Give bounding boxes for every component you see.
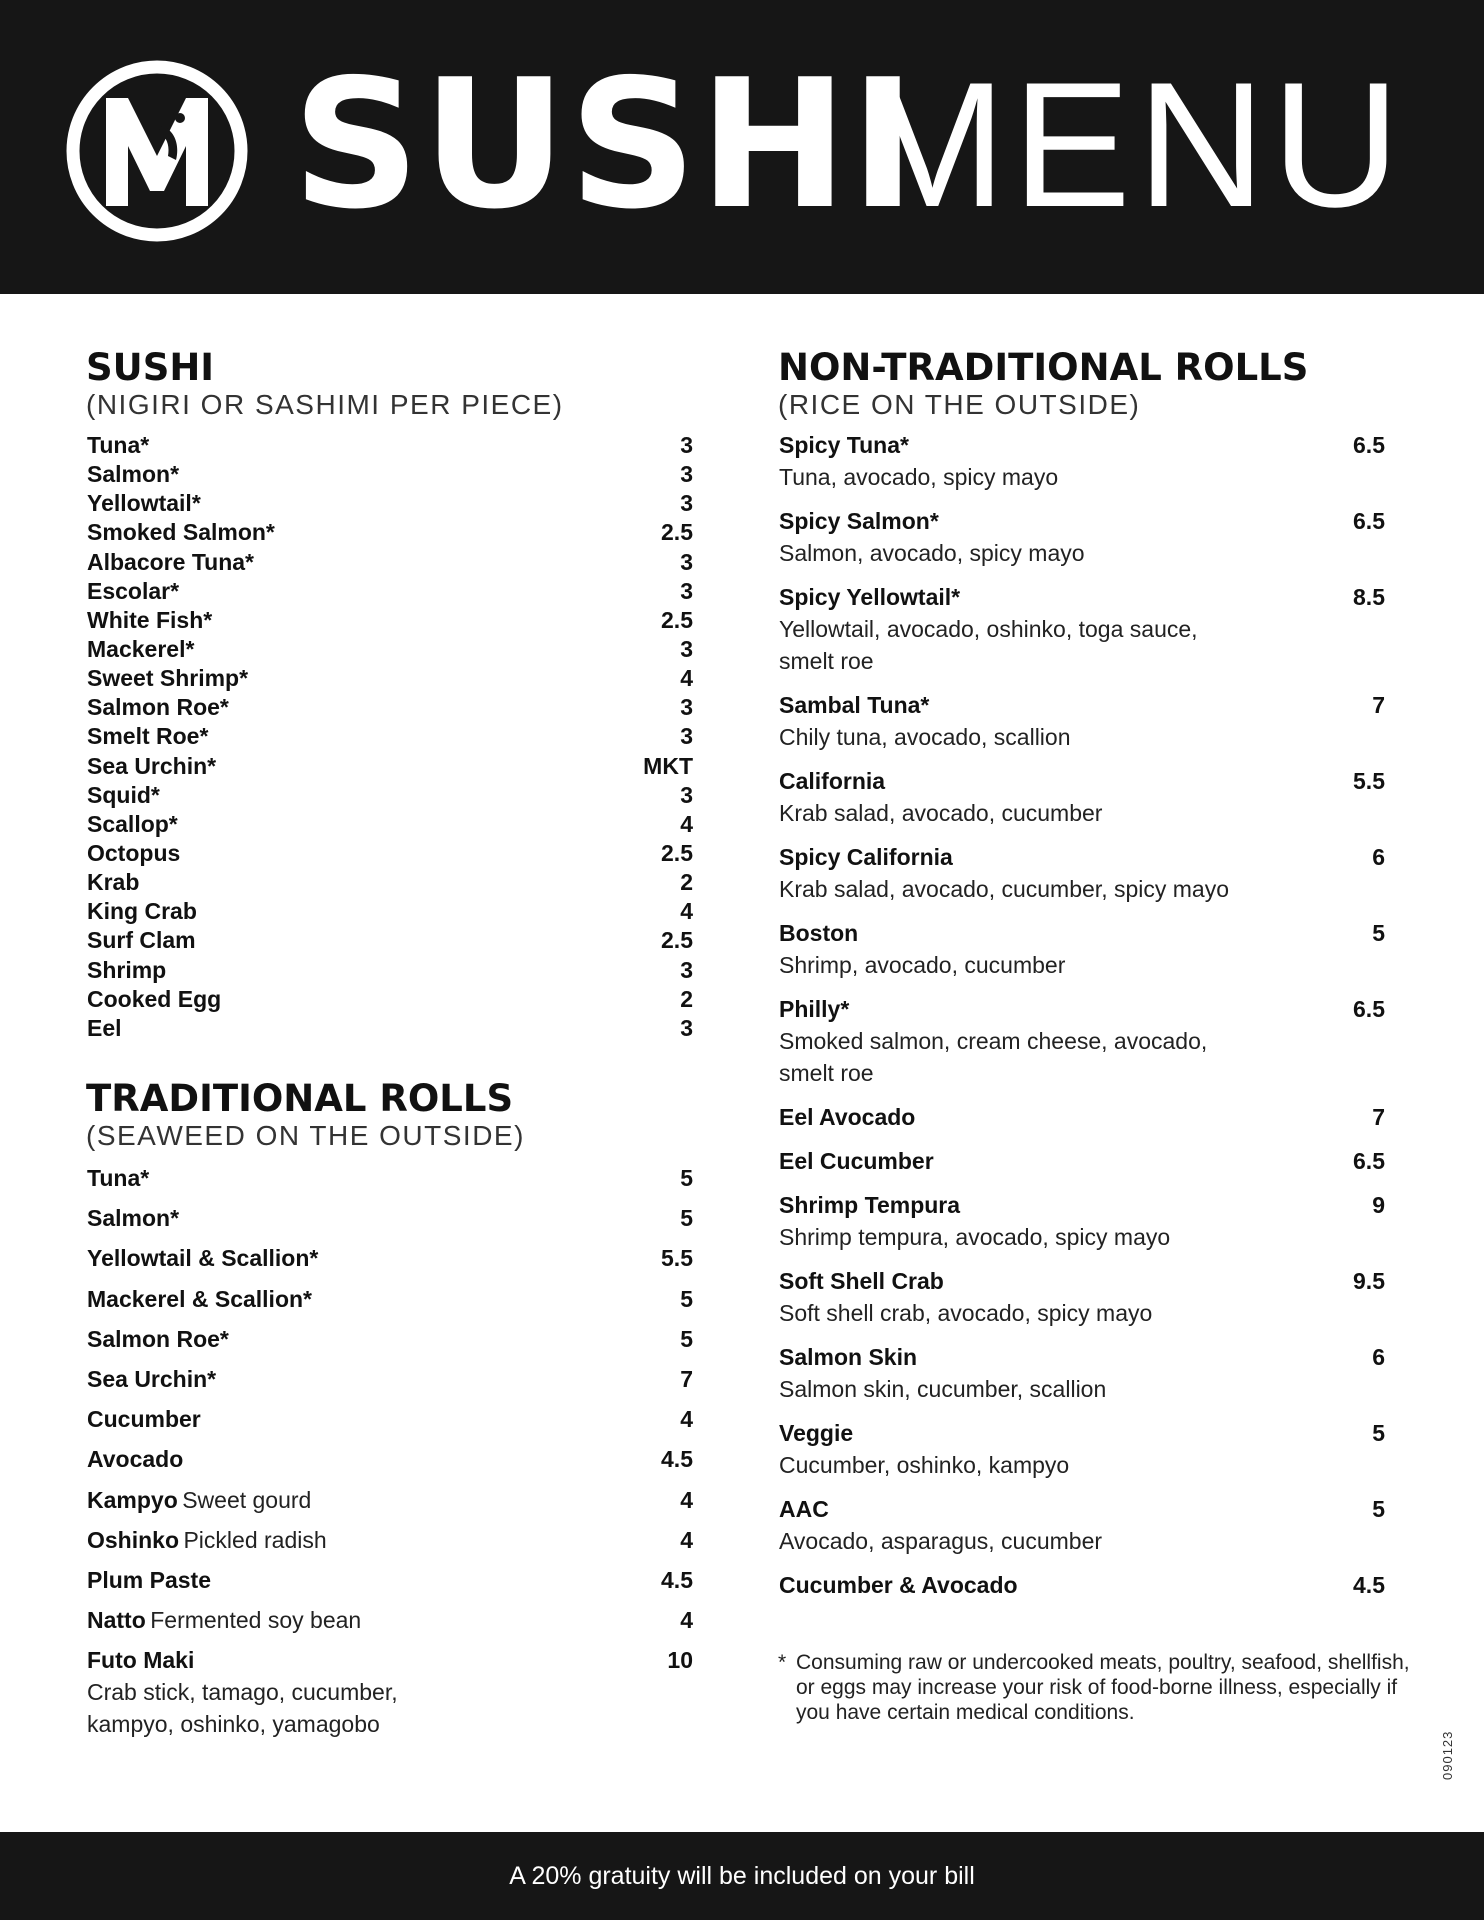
traditional-section-title: TRADITIONAL ROLLS <box>86 1077 514 1120</box>
item-header <box>779 843 1385 875</box>
item-name: Natto <box>87 1607 146 1634</box>
item-description-line <box>779 647 1385 679</box>
item-description: Soft shell crab, avocado, spicy mayo <box>779 1300 1153 1326</box>
gratuity-notice: A 20% gratuity will be included on your bill <box>509 1862 975 1890</box>
item-header <box>779 1191 1385 1223</box>
item-price: 3 <box>680 635 693 662</box>
nontraditional-item <box>779 1103 1385 1135</box>
item-name: Eel <box>87 1014 122 1041</box>
item-price: 2.5 <box>661 927 693 954</box>
nontraditional-item <box>779 1419 1385 1483</box>
footnote-star: * <box>778 1651 787 1674</box>
item-description: Shrimp tempura, avocado, spicy mayo <box>779 1224 1171 1250</box>
item-price: 7 <box>1372 692 1385 718</box>
item-description-line <box>779 1375 1385 1407</box>
item-price: 4 <box>680 1526 693 1553</box>
sushi-list <box>87 431 693 1043</box>
item-header <box>779 691 1385 723</box>
item-price: 4 <box>680 1607 693 1634</box>
item-name: AAC <box>779 1496 829 1522</box>
footnote-text: Consuming raw or undercooked meats, poultry, seafood, shellfish, or eggs may increase your risk of food-borne illness, especially if you have certain medical conditions. <box>796 1651 1410 1724</box>
traditional-item <box>87 1606 693 1646</box>
item-price: 4 <box>680 665 693 692</box>
item-name: Tuna* <box>87 432 150 458</box>
sushi-item <box>87 1014 693 1043</box>
sushi-item <box>87 810 693 839</box>
item-price: 4 <box>680 898 693 925</box>
item-price: 6.5 <box>1353 996 1385 1022</box>
item-name: Surf Clam <box>87 927 196 954</box>
nontraditional-item <box>779 583 1385 679</box>
sushi-item <box>87 956 693 985</box>
item-header <box>779 919 1385 951</box>
item-name: Cucumber & Avocado <box>779 1572 1018 1598</box>
item-description-line <box>779 723 1385 755</box>
item-name: Krab <box>87 869 140 896</box>
item-name: California <box>779 768 886 794</box>
item-name: Salmon Roe* <box>87 694 229 721</box>
item-name: Cooked Egg <box>87 985 222 1012</box>
item-price: 2.5 <box>661 839 693 866</box>
sushi-item <box>87 460 693 489</box>
item-name: Salmon Skin <box>779 1344 918 1370</box>
item-price: 7 <box>1372 1104 1385 1130</box>
nontraditional-item <box>779 691 1385 755</box>
item-name: Sambal Tuna* <box>779 692 930 718</box>
document-code: 090123 <box>1440 1730 1455 1780</box>
item-description: Salmon skin, cucumber, scallion <box>779 1376 1107 1402</box>
item-name: Salmon* <box>87 461 180 488</box>
m-logo-icon <box>62 56 252 246</box>
nontraditional-section-title: NON-TRADITIONAL ROLLS <box>778 346 1309 389</box>
nontraditional-item <box>779 843 1385 907</box>
item-name: Avocado <box>87 1446 184 1473</box>
item-description: Tuna, avocado, spicy mayo <box>779 464 1059 490</box>
sushi-item <box>87 635 693 664</box>
item-header <box>779 995 1385 1027</box>
traditional-item <box>87 1325 693 1365</box>
item-description-line <box>779 1299 1385 1331</box>
item-name: Escolar* <box>87 577 180 604</box>
item-name: Eel Cucumber <box>779 1148 934 1174</box>
item-description-line <box>779 1451 1385 1483</box>
sushi-item <box>87 489 693 518</box>
item-inline-description: Fermented soy bean <box>150 1607 362 1634</box>
sushi-item <box>87 839 693 868</box>
item-header <box>779 1571 1385 1603</box>
item-price: 3 <box>680 694 693 721</box>
item-price: 4 <box>680 1406 693 1433</box>
item-price: 9 <box>1372 1192 1385 1218</box>
item-name: Mackerel* <box>87 635 195 662</box>
item-description: Krab salad, avocado, cucumber <box>779 800 1103 826</box>
item-price: 3 <box>680 956 693 983</box>
item-price: 2.5 <box>661 606 693 633</box>
item-price: 5 <box>1372 1420 1385 1446</box>
item-name: Shrimp <box>87 956 167 983</box>
sushi-item <box>87 431 693 460</box>
item-name: Smelt Roe* <box>87 723 209 750</box>
item-name: Squid* <box>87 781 160 808</box>
item-price: 3 <box>680 490 693 517</box>
item-price: 9.5 <box>1353 1268 1385 1294</box>
sushi-item <box>87 664 693 693</box>
traditional-item <box>87 1445 693 1485</box>
nontraditional-item <box>779 1495 1385 1559</box>
item-description: Avocado, asparagus, cucumber <box>779 1528 1103 1554</box>
item-header <box>779 767 1385 799</box>
traditional-item <box>87 1285 693 1325</box>
item-name: Shrimp Tempura <box>779 1192 961 1218</box>
item-description: kampyo, oshinko, yamagobo <box>87 1711 380 1737</box>
item-price: 5.5 <box>1353 768 1385 794</box>
item-name: Salmon* <box>87 1205 180 1232</box>
item-price: 3 <box>680 723 693 750</box>
sushi-item <box>87 985 693 1014</box>
item-price: 6 <box>1372 844 1385 870</box>
item-name: Philly* <box>779 996 850 1022</box>
item-name: Sea Urchin* <box>87 1365 217 1392</box>
item-name: Mackerel & Scallion* <box>87 1285 312 1312</box>
sushi-item <box>87 548 693 577</box>
sushi-item <box>87 722 693 751</box>
traditional-item <box>87 1566 693 1606</box>
item-header <box>779 1103 1385 1135</box>
item-price: 2 <box>680 869 693 896</box>
item-description-line <box>779 539 1385 571</box>
item-description-line <box>779 1223 1385 1255</box>
sushi-item <box>87 752 693 781</box>
item-price: 5 <box>1372 920 1385 946</box>
item-price: 4 <box>680 1486 693 1513</box>
traditional-item <box>87 1244 693 1284</box>
item-description: Crab stick, tamago, cucumber, <box>87 1679 398 1705</box>
item-inline-description: Sweet gourd <box>182 1486 312 1513</box>
item-name: Sweet Shrimp* <box>87 665 249 692</box>
traditional-item <box>87 1164 693 1204</box>
nontraditional-item <box>779 1343 1385 1407</box>
item-description-line <box>779 1527 1385 1559</box>
item-price: 6.5 <box>1353 1148 1385 1174</box>
item-name: Futo Maki <box>87 1647 195 1673</box>
sushi-item <box>87 868 693 897</box>
item-description-line <box>779 463 1385 495</box>
traditional-item <box>87 1486 693 1526</box>
item-name: Oshinko <box>87 1526 180 1553</box>
nontraditional-item <box>779 1267 1385 1331</box>
nontraditional-item <box>779 995 1385 1091</box>
item-price: 3 <box>680 432 693 458</box>
item-price: 3 <box>680 781 693 808</box>
nontraditional-item <box>779 1571 1385 1603</box>
item-name: Spicy Tuna* <box>779 432 909 458</box>
item-name: Yellowtail* <box>87 490 201 517</box>
nontraditional-item <box>779 431 1385 495</box>
footer-banner <box>0 1832 1484 1920</box>
sushi-item <box>87 606 693 635</box>
item-name: Scallop* <box>87 810 178 837</box>
sushi-item <box>87 926 693 955</box>
item-price: 5 <box>1372 1496 1385 1522</box>
item-description-line <box>779 875 1385 907</box>
item-name: Veggie <box>779 1420 854 1446</box>
item-header <box>779 507 1385 539</box>
item-price: 6.5 <box>1353 432 1385 458</box>
item-name: Spicy Salmon* <box>779 508 939 534</box>
item-description: Chily tuna, avocado, scallion <box>779 724 1071 750</box>
item-price: 5 <box>680 1325 693 1352</box>
item-name: Boston <box>779 920 859 946</box>
item-description: Krab salad, avocado, cucumber, spicy mayo <box>779 876 1230 902</box>
sushi-section-title: SUSHI <box>86 346 215 389</box>
item-name: White Fish* <box>87 606 213 633</box>
item-description-line <box>779 615 1385 647</box>
item-price: 4 <box>680 810 693 837</box>
item-price: 3 <box>680 1014 693 1041</box>
item-header <box>779 1147 1385 1179</box>
item-name: Smoked Salmon* <box>87 519 275 546</box>
item-description-line <box>779 799 1385 831</box>
traditional-item <box>87 1204 693 1244</box>
item-description-line <box>779 951 1385 983</box>
item-name: Albacore Tuna* <box>87 548 254 575</box>
futo-maki-item <box>87 1646 693 1742</box>
traditional-item <box>87 1405 693 1445</box>
item-price: MKT <box>643 752 693 779</box>
sushi-section-subtitle: (NIGIRI OR SASHIMI PER PIECE) <box>86 389 564 420</box>
item-name: Soft Shell Crab <box>779 1268 944 1294</box>
item-name: Yellowtail & Scallion* <box>87 1245 319 1272</box>
item-header <box>779 1343 1385 1375</box>
item-name: Sea Urchin* <box>87 752 217 779</box>
title-sushi: SUSHI <box>292 41 919 248</box>
item-description-line <box>779 1059 1385 1091</box>
item-price: 3 <box>680 461 693 488</box>
item-name: Spicy Yellowtail* <box>779 584 961 610</box>
item-name: Cucumber <box>87 1406 201 1433</box>
item-name: Plum Paste <box>87 1566 211 1593</box>
item-description: Yellowtail, avocado, oshinko, toga sauce, <box>779 616 1198 642</box>
item-price: 2 <box>680 985 693 1012</box>
nontraditional-section-subtitle: (RICE ON THE OUTSIDE) <box>778 389 1141 420</box>
nontraditional-item <box>779 507 1385 571</box>
allergy-footnote <box>778 1650 1418 1725</box>
item-price: 6.5 <box>1353 508 1385 534</box>
item-inline-description: Pickled radish <box>183 1526 327 1553</box>
sushi-item <box>87 781 693 810</box>
item-price: 3 <box>680 577 693 604</box>
item-price: 4.5 <box>661 1446 693 1473</box>
item-price: 3 <box>680 548 693 575</box>
item-price: 7 <box>680 1365 693 1392</box>
item-price: 6 <box>1372 1344 1385 1370</box>
item-price: 5 <box>680 1165 693 1191</box>
sushi-item <box>87 897 693 926</box>
item-description: Shrimp, avocado, cucumber <box>779 952 1066 978</box>
item-description: Smoked salmon, cream cheese, avocado, <box>779 1028 1208 1054</box>
item-description: Cucumber, oshinko, kampyo <box>779 1452 1070 1478</box>
sushi-item <box>87 577 693 606</box>
item-name: Salmon Roe* <box>87 1325 229 1352</box>
item-description: Salmon, avocado, spicy mayo <box>779 540 1085 566</box>
nontraditional-item <box>779 767 1385 831</box>
item-name: King Crab <box>87 898 197 925</box>
item-name: Octopus <box>87 839 181 866</box>
item-name: Tuna* <box>87 1165 150 1191</box>
item-name: Eel Avocado <box>779 1104 916 1130</box>
header-banner <box>0 0 1484 294</box>
item-price: 2.5 <box>661 519 693 546</box>
item-price: 8.5 <box>1353 584 1385 610</box>
item-header <box>779 583 1385 615</box>
item-price: 10 <box>667 1647 693 1673</box>
nontraditional-item <box>779 1191 1385 1255</box>
nontraditional-item <box>779 1147 1385 1179</box>
item-header <box>779 431 1385 463</box>
item-price: 5 <box>680 1205 693 1232</box>
traditional-item <box>87 1365 693 1405</box>
traditional-section-subtitle: (SEAWEED ON THE OUTSIDE) <box>86 1120 525 1151</box>
item-header <box>779 1267 1385 1299</box>
item-description: smelt roe <box>779 648 874 674</box>
item-price: 5.5 <box>661 1245 693 1272</box>
item-price: 4.5 <box>661 1566 693 1593</box>
nontraditional-list <box>779 431 1385 1615</box>
traditional-list <box>87 1164 693 1646</box>
title-menu: MENU <box>858 45 1407 244</box>
item-description: smelt roe <box>779 1060 874 1086</box>
item-price: 5 <box>680 1285 693 1312</box>
sushi-item <box>87 518 693 547</box>
item-header <box>779 1419 1385 1451</box>
item-header <box>779 1495 1385 1527</box>
item-price: 4.5 <box>1353 1572 1385 1598</box>
item-name: Kampyo <box>87 1486 178 1513</box>
sushi-item <box>87 693 693 722</box>
nontraditional-item <box>779 919 1385 983</box>
item-description-line <box>779 1027 1385 1059</box>
traditional-item <box>87 1526 693 1566</box>
item-name: Spicy California <box>779 844 953 870</box>
